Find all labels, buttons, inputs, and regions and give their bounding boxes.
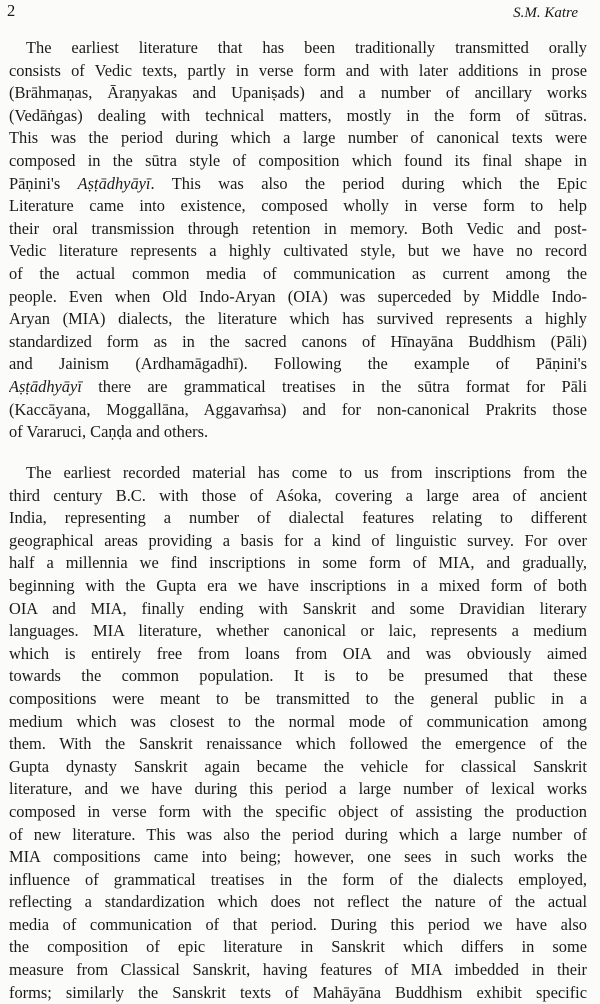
text-line xyxy=(9,688,587,711)
text-line xyxy=(9,331,587,354)
text-run: . This was also the period during which the Epic xyxy=(150,173,587,193)
text-line xyxy=(9,127,587,150)
text-run: reflecting a standardization which does not reflect the nature of the actual xyxy=(9,892,587,912)
text-run: there are grammatical treatises in the sūtra format for Pāli xyxy=(81,376,587,396)
text-line xyxy=(9,846,587,869)
text-line xyxy=(9,620,587,643)
text-line xyxy=(9,778,587,801)
text-run: Vedic literature represents a highly cultivated style, but we have no record xyxy=(9,241,587,261)
text-run: third century B.C. with those of Aśoka, covering a large area of ancient xyxy=(9,485,587,505)
text-run: geographical areas providing a basis for a kind of linguistic survey. For over xyxy=(9,530,587,550)
text-run: consists of Vedic texts, partly in verse form and with later additions in prose xyxy=(9,60,587,80)
text-run: standardized form as in the sacred canons of Hīnayāna Buddhism (Pāli) xyxy=(9,331,587,351)
text-line xyxy=(9,286,587,309)
text-run: of Vararuci, Caṇḍa and others. xyxy=(9,422,209,442)
text-line xyxy=(9,914,587,937)
text-run: of the actual common media of communication as current among the xyxy=(9,263,587,283)
text-line xyxy=(9,801,587,824)
text-run: Pāṇini's xyxy=(9,173,78,193)
text-run: The earliest literature that has been traditionally transmitted orally xyxy=(26,38,587,57)
text-line xyxy=(9,353,587,376)
text-run: India, representing a number of dialectal features relating to different xyxy=(9,508,587,528)
text-run: medium which was closest to the normal mode of communication among xyxy=(9,711,587,731)
text-line xyxy=(9,240,587,263)
text-line xyxy=(9,982,587,1004)
text-line xyxy=(9,218,587,241)
text-run: half a millennia we find inscriptions in some form of MIA, and gradually, xyxy=(9,553,587,573)
text-run: compositions were meant to be transmitted to the general public in a xyxy=(9,688,587,708)
text-line xyxy=(9,711,587,734)
text-line xyxy=(9,150,587,173)
text-run: Literature came into existence, composed wholly in verse form to help xyxy=(9,196,587,216)
text-run: media of communication of that period. During this period we have also xyxy=(9,914,587,934)
text-line xyxy=(9,598,587,621)
text-run: (Kaccāyana, Moggallāna, Aggavaṁsa) and for non-canonical Prakrits those xyxy=(9,399,587,419)
text-line xyxy=(9,575,587,598)
text-line xyxy=(9,399,587,422)
text-line xyxy=(9,959,587,982)
italic-title: Aṣṭādhyāyī xyxy=(9,376,82,396)
text-run: composed in verse form with the specific object of assisting the production xyxy=(9,801,587,821)
text-line xyxy=(9,756,587,779)
text-run: influence of grammatical treatises in the form of the dialects employed, xyxy=(9,869,587,889)
text-run: which is entirely free from loans from OIA and was obviously aimed xyxy=(9,643,587,663)
text-run: This was the period during which a large number of canonical texts were xyxy=(9,128,587,148)
text-line xyxy=(9,421,587,444)
running-head-author: S.M. Katre xyxy=(513,5,578,21)
text-line xyxy=(9,308,587,331)
text-line xyxy=(9,485,587,508)
text-line xyxy=(9,376,587,399)
italic-title: Aṣṭādhyāyī xyxy=(77,173,151,193)
text-run: people. Even when Old Indo-Aryan (OIA) was superceded by Middle Indo- xyxy=(9,286,587,306)
text-line xyxy=(9,507,587,530)
text-run: their oral transmission through retention in memory. Both Vedic and post- xyxy=(9,218,587,238)
text-line xyxy=(9,643,587,666)
text-run: literature, and we have during this period a large number of lexical works xyxy=(9,779,587,799)
text-line xyxy=(9,530,587,553)
text-line xyxy=(9,733,587,756)
text-run: Aryan (MIA) dialects, the literature which has survived represents a highly xyxy=(9,309,587,329)
text-line xyxy=(9,60,587,83)
text-line xyxy=(9,869,587,892)
page-number: 2 xyxy=(7,1,16,20)
text-run: The earliest recorded material has come to us from inscriptions from the xyxy=(26,463,587,482)
text-line xyxy=(9,552,587,575)
text-run: of new literature. This was also the period during which a large number of xyxy=(9,824,587,844)
text-run: forms; similarly the Sanskrit texts of Mahāyāna Buddhism exhibit specific xyxy=(9,982,587,1002)
text-run: (Brāhmaṇas, Āraṇyakas and Upaniṣads) and a number of ancillary works xyxy=(9,83,587,103)
text-line xyxy=(9,824,587,847)
text-run: towards the common population. It is to be presumed that these xyxy=(9,666,587,686)
page-header xyxy=(0,0,600,24)
text-run: OIA and MIA, finally ending with Sanskrit and some Dravidian literary xyxy=(9,598,587,618)
text-line xyxy=(9,82,587,105)
text-run: measure from Classical Sanskrit, having features of MIA imbedded in their xyxy=(9,960,587,980)
text-run: the composition of epic literature in Sanskrit which differs in some xyxy=(9,937,587,957)
text-run: and Jainism (Ardhamāgadhī). Following the example of Pāṇini's xyxy=(9,354,587,374)
text-line xyxy=(9,105,587,128)
text-run: (Vedāṅgas) dealing with technical matters, mostly in the form of sūtras. xyxy=(9,105,587,125)
text-line xyxy=(9,173,587,196)
text-line xyxy=(9,37,587,60)
text-line xyxy=(9,195,587,218)
text-run: beginning with the Gupta era we have inscriptions in a mixed form of both xyxy=(9,575,587,595)
text-line xyxy=(9,891,587,914)
text-line xyxy=(9,665,587,688)
text-run: composed in the sūtra style of composition which found its final shape in xyxy=(9,150,587,170)
text-line xyxy=(9,936,587,959)
text-line xyxy=(9,263,587,286)
text-run: Gupta dynasty Sanskrit again became the vehicle for classical Sanskrit xyxy=(9,756,587,776)
text-line xyxy=(9,462,587,485)
text-run: MIA compositions came into being; however, one sees in such works the xyxy=(9,847,587,867)
paragraph-1 xyxy=(9,37,587,444)
text-run: languages. MIA literature, whether canonical or laic, represents a medium xyxy=(9,621,587,641)
paragraph-2 xyxy=(9,462,587,1004)
text-run: them. With the Sanskrit renaissance which followed the emergence of the xyxy=(9,734,587,754)
